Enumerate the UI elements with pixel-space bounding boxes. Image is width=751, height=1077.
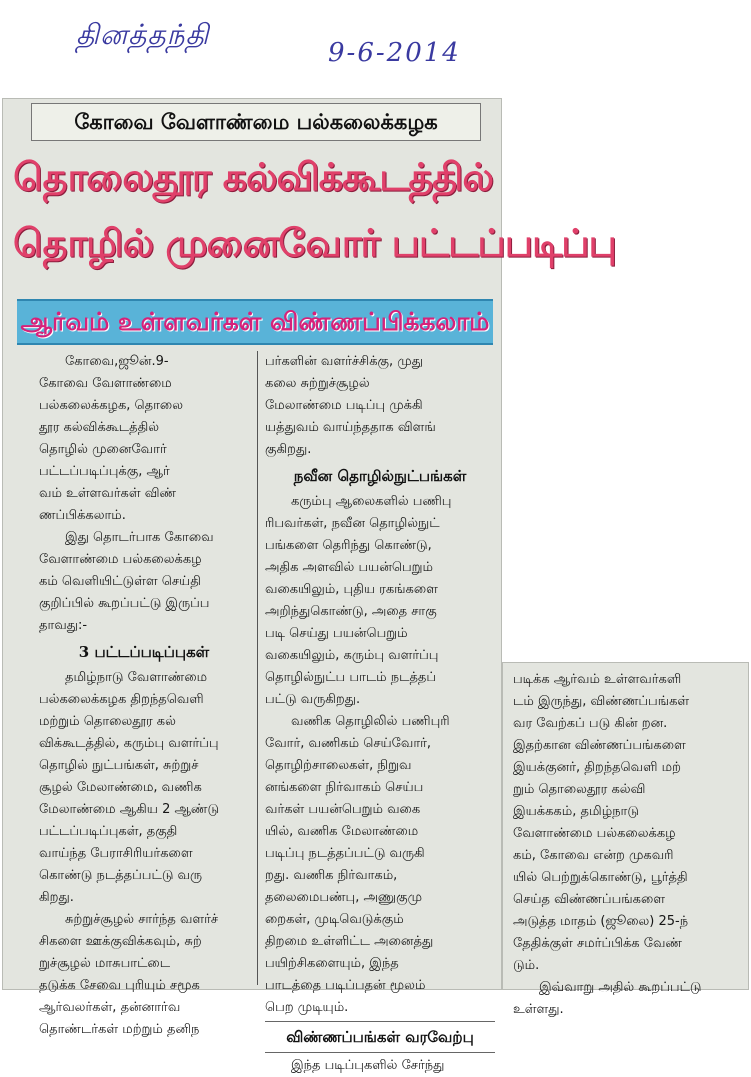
column-1-paragraph-4: [39, 909, 249, 1041]
text-line: பல்கலைக்கழக திறந்தவெளி: [39, 692, 204, 707]
text-line: இது தொடர்பாக கோவை: [65, 530, 214, 545]
text-line: பட்டு வருகிறது.: [265, 692, 361, 707]
text-line: தொண்டர்கள் மற்றும் தனிந: [39, 1022, 200, 1037]
text-line: றைகள், முடிவெடுக்கும்: [265, 912, 404, 927]
text-line: வகையிலும், கரும்பு வளர்ப்பு: [265, 648, 439, 663]
text-line: படி செய்து பயன்பெறும்: [265, 626, 408, 641]
text-line: சிகளை ஊக்குவிக்கவும், சுற்: [39, 934, 202, 949]
headline-line-2: தொழில் முனைவோர் பட்டப்படிப்பு: [13, 220, 616, 265]
headline-kicker: கோவை வேளாண்மை பல்கலைக்கழக: [31, 103, 481, 141]
text-line: குகிறது.: [265, 442, 312, 457]
text-line: அறிந்துகொண்டு, அதை சாகு: [265, 604, 437, 619]
text-line: பயிற்சிகளையும், இந்த: [265, 956, 399, 971]
text-line: தாவது:-: [39, 618, 88, 633]
article-column-1: [39, 351, 249, 1037]
text-line: படிக்க ஆர்வம் உள்ளவர்களி: [513, 672, 682, 687]
text-line: யில், வணிக மேலாண்மை: [265, 824, 419, 839]
article-column-3: [513, 669, 743, 1021]
column-2-paragraph-1: [265, 351, 495, 461]
column-1-subhead: 3 பட்டப்படிப்புகள்: [78, 643, 210, 661]
text-line: னங்களை நிர்வாகம் செய்ப: [265, 780, 424, 795]
column-3-paragraph-1: [513, 669, 743, 977]
text-line: பெற முடியும்.: [265, 1000, 349, 1015]
text-line: பட்டப்படிப்புக்கு, ஆர்: [39, 464, 170, 479]
subheadline-band: ஆர்வம் உள்ளவர்கள் விண்ணப்பிக்கலாம்: [17, 299, 493, 345]
text-line: கொண்டு நடத்தப்பட்டு வரு: [39, 868, 203, 883]
article-column-2: [265, 351, 495, 1073]
text-line: இயக்குனர், திறந்தவெளி மற்: [513, 760, 681, 775]
text-line: றுச்சூழல் மாசுபாட்டை: [39, 956, 171, 971]
column-2-paragraph-4: [265, 1055, 495, 1077]
text-line: கோவை,ஜூன்.9-: [65, 354, 169, 369]
text-line: படிப்பு நடத்தப்பட்டு வருகி: [265, 846, 425, 861]
text-line: அதிக அளவில் பயன்பெறும்: [265, 560, 433, 575]
text-line: வம் உள்ளவர்கள் விண்: [39, 486, 177, 501]
text-line: இதற்கான விண்ணப்பங்களை: [513, 738, 686, 753]
text-line: மற்றும் தொலைதூர கல்: [39, 714, 176, 729]
text-line: தலைமைபண்பு, அணுகுமு: [265, 890, 423, 905]
column-1-paragraph-3: [39, 667, 249, 909]
text-line: வர வேற்கப் படு கின் றன.: [513, 716, 668, 731]
text-line: பங்களை தெரிந்து கொண்டு,: [265, 538, 432, 553]
text-line: ஆர்வலர்கள், தன்னார்வ: [39, 1000, 181, 1015]
text-line: கம் வெளியிட்டுள்ள செய்தி: [39, 574, 201, 589]
text-line: டம் இருந்து, விண்ணப்பங்கள்: [513, 694, 690, 709]
text-line: இந்த படிப்புகளில் சேர்ந்து: [291, 1058, 445, 1073]
text-line: தொழில் முனைவோர்: [39, 442, 167, 457]
text-line: வகையிலும், புதிய ரகங்களை: [265, 582, 438, 597]
text-line: யத்துவம் வாய்ந்ததாக விளங்: [265, 420, 436, 435]
text-line: ணப்பிக்கலாம்.: [39, 508, 126, 523]
text-line: வாய்ந்த பேராசிரியர்களை: [39, 846, 193, 861]
text-line: பட்டப்படிப்புகள், தகுதி: [39, 824, 178, 839]
text-line: தடுக்க சேவை புரியும் சமூக: [39, 978, 200, 993]
text-line: தமிழ்நாடு வேளாண்மை: [65, 670, 208, 685]
text-line: திறமை உள்ளிட்ட அனைத்து: [265, 934, 434, 949]
text-line: வேளாண்மை பல்கலைக்கழ: [513, 826, 676, 841]
text-line: தொழில்நுட்ப பாடம் நடத்தப்: [265, 670, 437, 685]
text-line: கலை சுற்றுச்சூழல்: [265, 376, 370, 391]
text-line: ரிபவர்கள், நவீன தொழில்நுட்: [265, 516, 440, 531]
text-line: கம், கோவை என்ற முகவரி: [513, 848, 674, 863]
column-divider: [257, 351, 258, 985]
text-line: யில் பெற்றுக்கொண்டு, பூர்த்தி: [513, 870, 688, 885]
text-line: அடுத்த மாதம் (ஜூலை) 25-ந்: [513, 914, 689, 929]
text-line: தொழில் நுட்பங்கள், சுற்றுச்: [39, 758, 199, 773]
column-1-paragraph-2: [39, 527, 249, 637]
text-line: டும்.: [513, 958, 540, 973]
text-line: பாடத்தை படிப்பதன் மூலம்: [265, 978, 426, 993]
text-line: செய்த விண்ணப்பங்களை: [513, 892, 666, 907]
column-3-paragraph-2: [513, 977, 743, 1021]
text-line: இவ்வாறு அதில் கூறப்பட்டு: [539, 980, 702, 995]
text-line: பல்கலைக்கழக, தொலை: [39, 398, 184, 413]
column-2-subhead-applications: விண்ணப்பங்கள் வரவேற்பு: [265, 1021, 495, 1053]
newspaper-name-handwritten: தினத்தந்தி: [76, 18, 210, 51]
text-line: இயக்ககம், தமிழ்நாடு: [513, 804, 639, 819]
text-line: பர்களின் வளர்ச்சிக்கு, முது: [265, 354, 423, 369]
text-line: கோவை வேளாண்மை: [39, 376, 172, 391]
column-1-paragraph-1: [39, 351, 249, 527]
continuation-clipping: [502, 662, 749, 1017]
text-line: கிறது.: [39, 890, 74, 905]
text-line: தூர கல்விக்கூடத்தில்: [39, 420, 160, 435]
text-line: றும் தொலைதூர கல்வி: [513, 782, 646, 797]
clipping-date-handwritten: 9-6-2014: [328, 38, 461, 68]
headline-line-1: தொலைதூர கல்விக்கூடத்தில்: [13, 154, 493, 199]
text-line: உள்ளது.: [513, 1002, 564, 1017]
text-line: தொழிற்சாலைகள், நிறுவ: [265, 758, 412, 773]
text-line: மேலாண்மை படிப்பு முக்கி: [265, 398, 423, 413]
column-2-paragraph-2: [265, 491, 495, 711]
text-line: றது. வணிக நிர்வாகம்,: [265, 868, 398, 883]
text-line: சுற்றுச்சூழல் சார்ந்த வளர்ச்: [65, 912, 219, 927]
text-line: சூழல் மேலாண்மை, வணிக: [39, 780, 202, 795]
text-line: மேலாண்மை ஆகிய 2 ஆண்டு: [39, 802, 220, 817]
text-line: கரும்பு ஆலைகளில் பணிபு: [291, 494, 452, 509]
text-line: விக்கூடத்தில், கரும்பு வளர்ப்பு: [39, 736, 219, 751]
text-line: வேளாண்மை பல்கலைக்கழ: [39, 552, 202, 567]
column-2-paragraph-3: [265, 711, 495, 1019]
text-line: வணிக தொழிலில் பணிபுரி: [291, 714, 450, 729]
text-line: வோர், வணிகம் செய்வோர்,: [265, 736, 432, 751]
text-line: வர்கள் பயன்பெறும் வகை: [265, 802, 421, 817]
text-line: குறிப்பில் கூறப்பட்டு இருப்ப: [39, 596, 210, 611]
column-2-subhead-technology: நவீன தொழில்நுட்பங்கள்: [293, 467, 467, 485]
text-line: தேதிக்குள் சமர்ப்பிக்க வேண்: [513, 936, 682, 951]
